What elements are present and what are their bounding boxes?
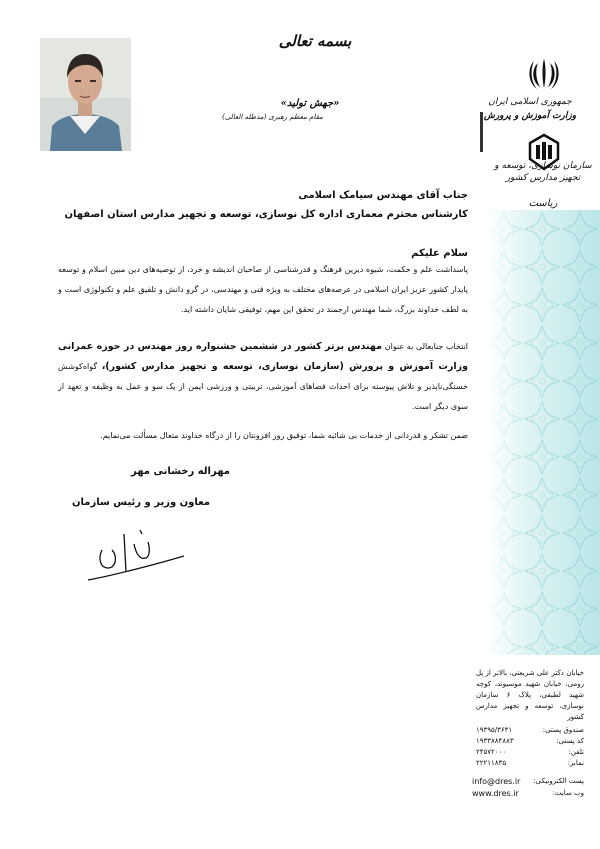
slogan-attribution: مقام معظم رهبری (مدظله العالی) — [222, 113, 323, 121]
contact-value: ۲۴۵۷۲۰۰۰ — [476, 748, 507, 756]
email-row — [472, 777, 584, 789]
email-link[interactable]: info@dres.ir — [472, 777, 521, 786]
website-row — [472, 789, 584, 801]
gov-line-2: وزارت آموزش و پرورش — [483, 111, 577, 121]
bismillah-heading: بسمه تعالی — [278, 32, 352, 50]
website-link[interactable]: www.dres.ir — [472, 789, 519, 798]
email-label: پست الکترونیکی: — [533, 777, 584, 785]
contact-value: ۱۹۳۳۸۸۴۸۸۳ — [476, 737, 514, 745]
year-slogan: «جهش تولید» — [280, 98, 340, 109]
contact-row — [476, 726, 584, 737]
greeting: سلام علیکم — [411, 248, 468, 259]
recipient-position: کارشناس محترم معماری اداره کل نوسازی، توسعه و تجهیز مدارس استان اصفهان — [64, 209, 468, 220]
organization-name: سازمان نوسازی، توسعه و تجهیز مدارس کشور — [494, 161, 592, 183]
postal-address: خیابان دکتر علی شریعتی، بالاتر از پل رومی، خیابان شهید موسیوند، کوچه شهید لطیفی، پلاک ۶ سازمان نوسازی، توسعه و تجهیز مدارس کشور — [476, 669, 584, 721]
gov-line-1: جمهوری اسلامی ایران — [488, 97, 572, 107]
signer-name: مهراله رخشانی مهر — [130, 466, 230, 477]
paragraph-2 — [58, 337, 468, 417]
vertical-rule — [480, 112, 483, 152]
paragraph-1: پاسداشت علم و حکمت، شیوه دیرین فرهنگ و قدرشناسی از صاحبان اندیشه و خرد، از توصیه‌های دین مبین اسلام و توسعه پایدار کشور عزیز ایران اسلامی در عرصه‌های مختلف به ویژه فنی و مهندسی، در گرو دانش و تلفیق علم و تکنولوژی است و به لطف خداوند بزرگ، شما مهندس ارجمند در تحقق این مهم، توفیقی شایان داشته اید. — [58, 265, 468, 314]
iran-emblem-icon — [525, 55, 563, 93]
contact-row — [476, 737, 584, 748]
signer-title: معاون وزیر و رئیس سازمان — [72, 497, 210, 508]
paragraph-3: ضمن تشکر و قدردانی از خدمات بی شائبه شما، توفیق روز افزونتان را از درگاه خداوند متعال مسألت می‌نمایم. — [100, 431, 468, 440]
contact-label: تلفن: — [568, 748, 584, 756]
website-label: وب سایت: — [552, 789, 584, 797]
paragraph-2-tail: گواه‌کوشش خستگی‌ناپذیر و تلاش پیوسته برای احداث فضاهای آموزشی، تربیتی و ورزشی ایمن از یک سو و عمل به وظیفه و تعهد از سوی دیگر است. — [58, 362, 468, 411]
contact-label: کد پستی: — [556, 737, 584, 745]
paragraph-2-lead: انتخاب جنابعالی به عنوان — [384, 342, 469, 351]
paragraph-2-bold: مهندس برتر کشور در ششمین جشنواره روز مهندس در حوزه عمرانی وزارت آموزش و پرورش (سازمان نوسازی، توسعه و تجهیز مدارس کشور)، — [58, 341, 469, 372]
contact-value: ۲۲۲۱۱۸۳۵ — [476, 759, 507, 767]
contact-label: صندوق پستی: — [542, 726, 584, 734]
contact-value: ۱۹۳۹۵/۳۶۴۱ — [476, 726, 513, 734]
contact-label: نمابر: — [567, 759, 584, 767]
geometric-pattern-decoration — [485, 210, 600, 655]
contact-row — [476, 759, 584, 770]
organization-unit: ریاست — [528, 198, 558, 209]
recipient-photo — [40, 38, 131, 151]
handwritten-signature — [80, 520, 190, 590]
contact-row — [476, 748, 584, 759]
recipient-name: جناب آقای مهندس سیامک اسلامی — [298, 190, 468, 201]
